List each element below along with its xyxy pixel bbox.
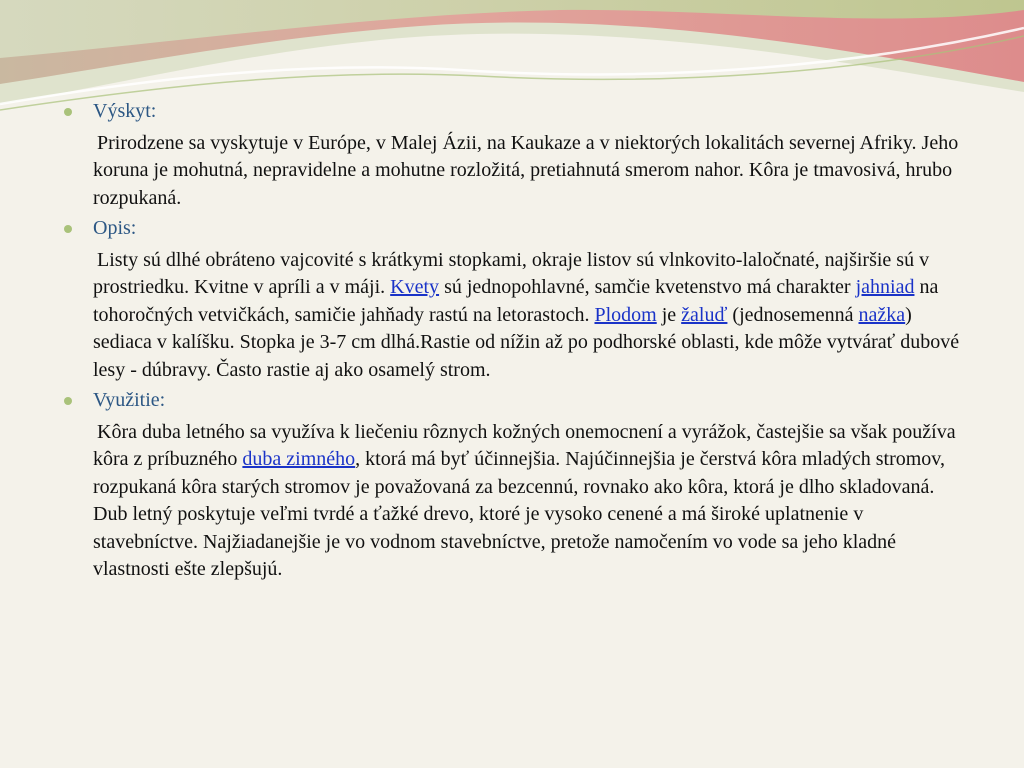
slide-content	[62, 98, 982, 587]
link-zalud[interactable]: žaluď	[681, 303, 728, 326]
link-plodom[interactable]: Plodom	[594, 303, 657, 326]
paragraph-opis: Listy sú dlhé obráteno vajcovité s krátkymi stopkami, okraje listov sú vlnkovito-laločnaté, najširšie sú v prostriedku. Kvitne v apríli a v máji. Kvety sú jednopohlavné, samčie kvetenstvo má charakter jahniad na tohoročných vetvičkách, samičie jahňady rastú na letorastoch. Plodom je žaluď (jednosemenná nažka) sediaca v kalíšku. Stopka je 3-7 cm dlhá.Rastie od nížin až po podhorské oblasti, kde môže vytvárať dubové lesy - dúbravy. Často rastie aj ako osamelý strom.	[93, 248, 960, 381]
heading-text: Výskyt:	[93, 100, 157, 122]
section-heading-vyskyt	[62, 98, 982, 126]
bullet-icon	[64, 397, 72, 405]
bullet-icon	[64, 108, 72, 116]
paragraph-vyuzitie: Kôra duba letného sa využíva k liečeniu rôznych kožných onemocnení a vyrážok, častejšie sa však používa kôra z príbuzného duba zimného, ktorá má byť účinnejšia. Najúčinnejšia je čerstvá kôra mladých stromov, rozpukaná kôra starých stromov je považovaná za bezcennú, rovnako ako kôra, ktorá je dlho skladovaná. Dub letný poskytuje veľmi tvrdé a ťažké drevo, ktoré je vysoko cenené a má široké uplatnenie v stavebníctve. Najžiadanejšie je vo vodnom stavebníctve, pretože namočením vo vode sa jeho kladné vlastnosti ešte zlepšujú.	[93, 420, 956, 580]
section-heading-opis	[62, 215, 982, 243]
paragraph-vyskyt: Prirodzene sa vyskytuje v Európe, v Malej Ázii, na Kaukaze a v niektorých lokalitách severnej Afriky. Jeho koruna je mohutná, nepravidelne a mohutne rozložitá, pretiahnutá smerom nahor. Kôra je tmavosivá, hrubo rozpukaná.	[93, 131, 959, 209]
bullet-icon	[64, 225, 72, 233]
link-nazka[interactable]: nažka	[858, 303, 906, 326]
link-kvety[interactable]: Kvety	[390, 276, 440, 298]
link-jahniad[interactable]: jahniad	[855, 276, 915, 298]
link-duba-zimneho[interactable]: duba zimného	[242, 448, 356, 470]
heading-text: Využitie:	[93, 389, 166, 411]
section-heading-vyuzitie	[62, 387, 982, 415]
heading-text: Opis:	[93, 217, 137, 239]
